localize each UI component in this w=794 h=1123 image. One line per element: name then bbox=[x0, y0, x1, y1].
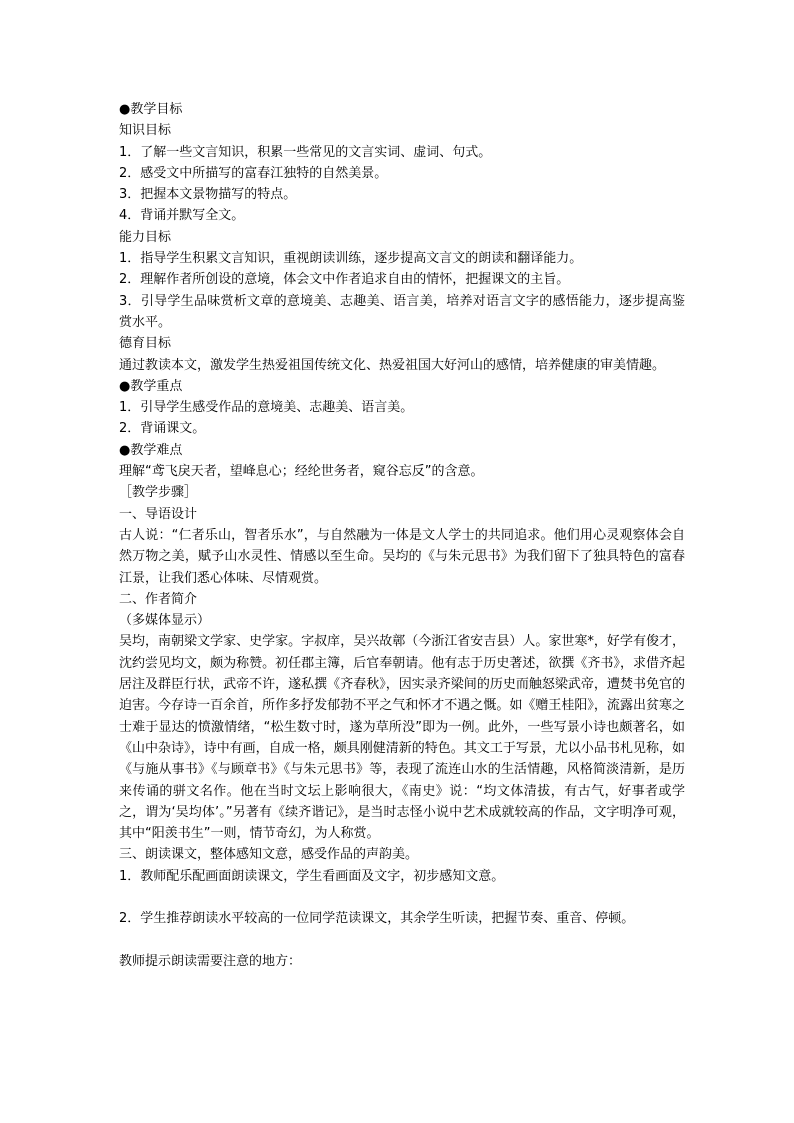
knowledge-item: 4．背诵并默写全文。 bbox=[119, 208, 245, 224]
difficulty-heading: ●教学难点 bbox=[119, 442, 183, 458]
author-text: 吴均，南朝梁文学家、史学家。字叔庠，吴兴故鄣（今浙江省安吉县）人。家世寒*，好学有俊才，沈约尝见均文，颇为称赞。初任郡主簿，后官奉朝请。他有志于历史著述，欲撰《齐书》，求借齐起居注及群臣行状，武帝不许，遂私撰《齐春秋》，因实录齐梁间的历史而触怒梁武帝，遭焚书免官的迫害。今存诗一百余首，所作多抒发郁勃不平之气和怀才不遇之慨。如《赠王桂阳》，流露出贫寒之士难于显达的愤激情绪，“松生数寸时，遂为草所没”即为一例。此外，一些写景小诗也颇著名，如《山中杂诗》，诗中有画，自成一格，颇具刚健清新的特色。其文工于写景，尤以小品书札见称，如《与施从事书》《与顾章书》《与朱元思书》等，表现了流连山水的生活情趣，风格简淡清新，是历来传诵的骈文名作。他在当时文坛上影响很大，《南史》说：“均文体清拔，有古气，好事者或学之，谓为‘吴均体’。”另著有《续齐谐记》，是当时志怪小说中艺术成就较高的作品，文字明净可观，其中“阳羡书生”一则，情节奇幻，为人称赏。 bbox=[119, 634, 685, 842]
knowledge-item: 1．了解一些文言知识，积累一些常见的文言实词、虚词、句式。 bbox=[119, 144, 492, 160]
key-point-item: 1．引导学生感受作品的意境美、志趣美、语言美。 bbox=[119, 400, 414, 416]
ability-item: 3．引导学生品味赏析文章的意境美、志趣美、语言美，培养对语言文字的感悟能力，逐步提高鉴赏水平。 bbox=[119, 293, 685, 330]
author-note: （多媒体显示） bbox=[119, 613, 211, 629]
ability-item: 2．理解作者所创设的意境，体会文中作者追求自由的情怀，把握课文的主旨。 bbox=[119, 272, 570, 288]
ability-item: 1．指导学生积累文言知识，重视朗读训练，逐步提高文言文的朗读和翻译能力。 bbox=[119, 251, 583, 267]
reading-item: 1．教师配乐配画面朗读课文，学生看画面及文字，初步感知文意。 bbox=[119, 868, 505, 884]
author-title: 二、作者简介 bbox=[119, 591, 198, 607]
teacher-tip: 教师提示朗读需要注意的地方： bbox=[119, 953, 302, 969]
reading-title: 三、朗读课文，整体感知文意，感受作品的声韵美。 bbox=[119, 847, 419, 863]
moral-text: 通过教读本文，激发学生热爱祖国传统文化、热爱祖国大好河山的感情，培养健康的审美情趣。 bbox=[119, 357, 666, 373]
moral-title: 德育目标 bbox=[119, 336, 172, 352]
knowledge-title: 知识目标 bbox=[119, 123, 172, 139]
objectives-heading: ●教学目标 bbox=[119, 102, 183, 117]
knowledge-item: 3．把握本文景物描写的特点。 bbox=[119, 187, 297, 203]
intro-title: 一、导语设计 bbox=[119, 506, 198, 522]
knowledge-item: 2．感受文中所描写的富春江独特的自然美景。 bbox=[119, 165, 388, 181]
key-points-heading: ●教学重点 bbox=[119, 378, 183, 394]
difficulty-text: 理解“鸢飞戾天者，望峰息心；经纶世务者，窥谷忘反”的含意。 bbox=[119, 464, 484, 480]
reading-item: 2．学生推荐朗读水平较高的一位同学范读课文，其余学生听读，把握节奏、重音、停顿。 bbox=[119, 911, 635, 927]
blank-line bbox=[119, 887, 685, 908]
key-point-item: 2．背诵课文。 bbox=[119, 421, 206, 437]
steps-heading: ［教学步骤］ bbox=[119, 485, 198, 501]
blank-line bbox=[119, 930, 685, 951]
document-page bbox=[119, 99, 685, 972]
ability-title: 能力目标 bbox=[119, 229, 172, 245]
intro-text: 古人说：“仁者乐山，智者乐水”，与自然融为一体是文人学士的共同追求。他们用心灵观察体会自然万物之美，赋予山水灵性、情感以至生命。吴均的《与朱元思书》为我们留下了独具特色的富春江景，让我们悉心体味、尽情观赏。 bbox=[119, 527, 685, 586]
